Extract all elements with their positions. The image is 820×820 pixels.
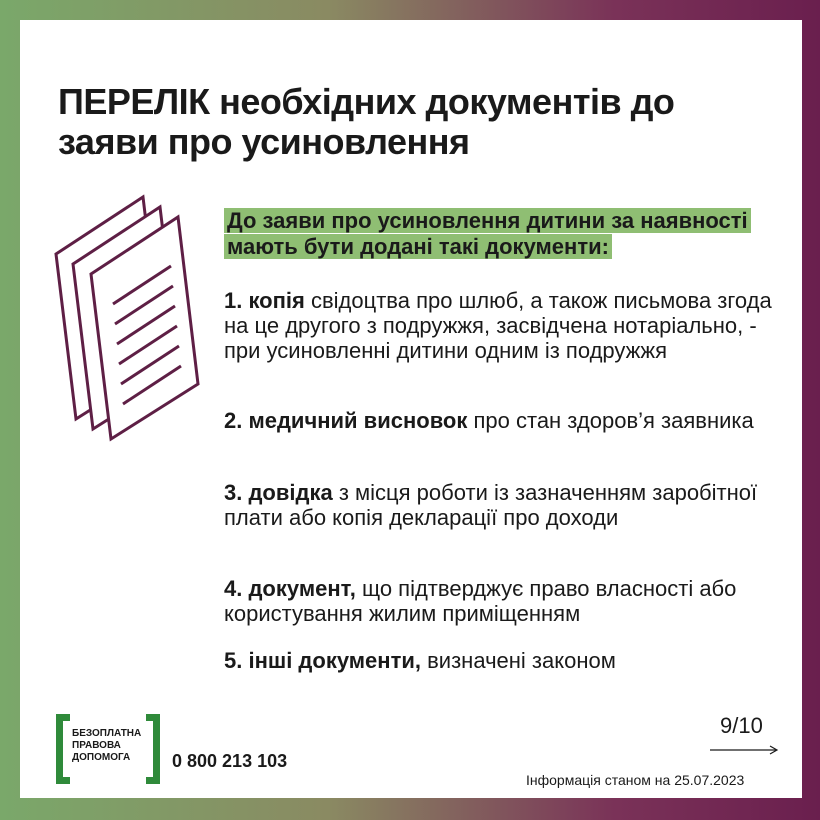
logo-text [72,728,152,764]
logo-line: ДОПОМОГА [72,752,131,763]
page-counter: 9/10 [720,713,763,738]
item-bold: 2. медичний висновок [224,408,468,433]
item-bold: 4. документ, [224,576,356,601]
content-card [20,20,802,798]
item-bold: 5. інші документи, [224,648,421,673]
item-bold: 3. довідка [224,480,333,505]
documents-stack-icon [53,194,213,454]
item-text: про стан здоров’я заявника [467,408,754,433]
intro-text: До заяви про усиновлення дитини за наявності мають бути додані такі документи: [224,208,751,259]
item-bold: 1. копія [224,288,305,313]
intro-highlight [224,208,784,260]
arrow-right-icon[interactable] [710,745,780,755]
list-item [224,288,784,363]
list-item [224,408,784,433]
page-title: ПЕРЕЛІК необхідних документів до заяви про усиновлення [58,81,675,162]
logo-bracket-left [56,714,70,784]
list-item [224,576,784,626]
list-item [224,648,784,673]
info-date: Інформація станом на 25.07.2023 [526,772,745,788]
item-text: визначені законом [421,648,616,673]
logo [56,714,160,784]
item-text: що підтверджує право власності або користування жилим приміщенням [224,576,737,626]
phone-number: 0 800 213 103 [172,751,288,771]
item-text: з місця роботи із зазначенням заробітної плати або копія декларації про доходи [224,480,758,530]
item-text: свідоцтва про шлюб, а також письмова згода на це другого з подружжя, засвідчена нотаріально, - при усиновленні дитини одним із подружжя [224,288,772,363]
logo-line: ПРАВОВА [72,740,121,751]
list-item [224,480,784,530]
logo-line: БЕЗОПЛАТНА [72,728,142,739]
